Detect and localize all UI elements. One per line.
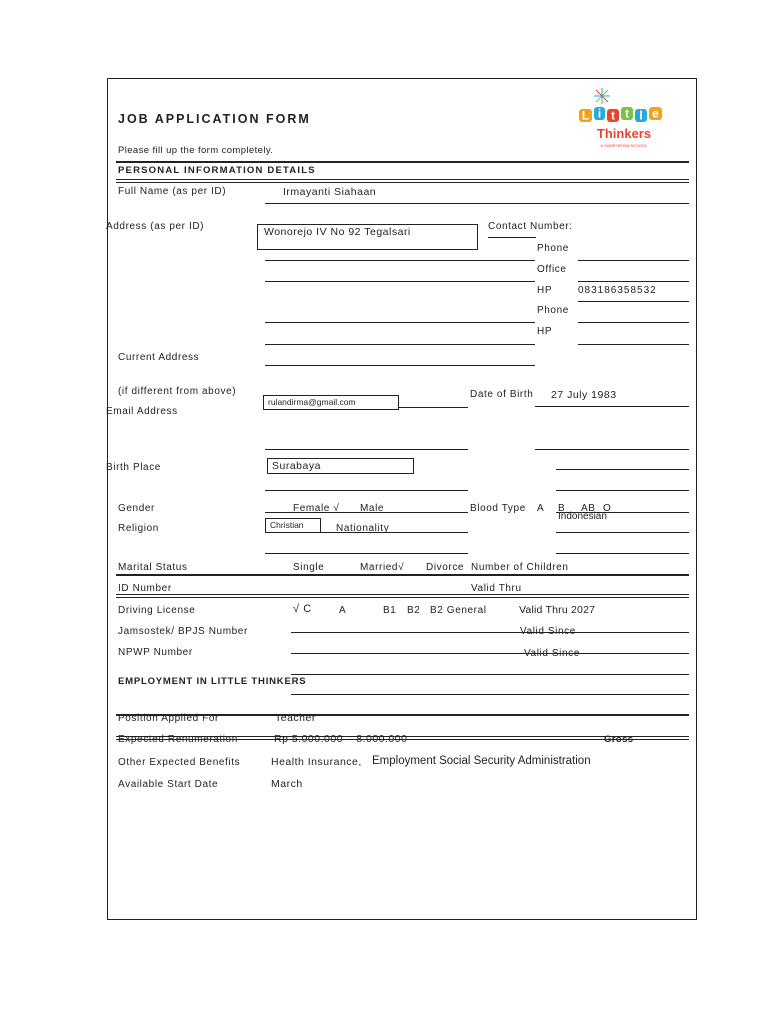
divider xyxy=(116,182,689,183)
marital-divorce-option[interactable]: Divorce xyxy=(426,562,465,573)
svg-text:L: L xyxy=(581,108,590,123)
license-b1-option[interactable]: B1 xyxy=(383,605,397,616)
blood-ab-option[interactable]: AB xyxy=(581,503,596,514)
gross-label: Gross xyxy=(604,734,634,745)
position-label: Position Applied For xyxy=(118,713,219,724)
divider xyxy=(291,674,689,675)
full-name-label: Full Name (as per ID) xyxy=(118,186,227,197)
divider xyxy=(488,237,536,238)
divider xyxy=(291,694,689,695)
dob-value[interactable]: 27 July 1983 xyxy=(551,389,617,401)
phone-line[interactable] xyxy=(578,260,689,261)
remuneration-label: Expected Renumeration xyxy=(118,734,238,745)
id-number-label: ID Number xyxy=(118,583,172,594)
blood-type-label: Blood Type xyxy=(470,503,526,514)
valid-thru-label: Valid Thru xyxy=(471,583,522,594)
license-c-option[interactable]: √ C xyxy=(293,603,312,615)
office-label: Office xyxy=(537,264,567,275)
email-value: rulandirma@gmail.com xyxy=(268,397,356,407)
dob-line xyxy=(535,406,689,407)
current-address-label: Current Address xyxy=(118,352,200,363)
svg-text:t: t xyxy=(625,106,629,121)
hp-label: HP xyxy=(537,285,553,296)
valid-since-label-2: Valid Since xyxy=(524,648,580,659)
npwp-line[interactable] xyxy=(291,653,689,654)
email-label: Email Address xyxy=(106,406,178,417)
driving-license-label: Driving License xyxy=(118,605,196,616)
phone2-label: Phone xyxy=(537,305,569,316)
hp2-label: HP xyxy=(537,326,553,337)
birth-place-line xyxy=(265,490,468,491)
start-date-value[interactable]: March xyxy=(271,778,303,790)
remuneration-value[interactable]: Rp 5.000.000 – 8.000.000 xyxy=(274,733,408,745)
license-a-option[interactable]: A xyxy=(339,605,347,616)
little-thinkers-logo xyxy=(576,86,678,152)
divider xyxy=(116,736,689,737)
current-address-line[interactable] xyxy=(265,365,535,366)
blood-a-option[interactable]: A xyxy=(537,503,545,514)
religion-label: Religion xyxy=(118,523,159,534)
license-b2-general-option[interactable]: B2 General xyxy=(430,605,487,616)
blood-b-option[interactable]: B xyxy=(558,503,566,514)
marital-married-option[interactable]: Married√ xyxy=(360,562,405,573)
full-name-line xyxy=(265,203,689,204)
divider xyxy=(116,161,689,163)
divider xyxy=(556,469,689,470)
start-date-label: Available Start Date xyxy=(118,779,219,790)
valid-since-label-1: Valid Since xyxy=(520,626,576,637)
benefits-value-1[interactable]: Health Insurance, xyxy=(271,756,362,768)
divider xyxy=(116,597,689,598)
divider xyxy=(556,532,689,533)
license-valid-thru[interactable]: Valid Thru 2027 xyxy=(519,604,596,616)
office-line[interactable] xyxy=(578,281,689,282)
nationality-value[interactable]: Indonesian xyxy=(558,511,607,522)
gender-label: Gender xyxy=(118,503,155,514)
svg-text:i: i xyxy=(597,106,602,121)
birth-place-label: Birth Place xyxy=(106,462,161,473)
marital-single-option[interactable]: Single xyxy=(293,562,325,573)
employment-heading: EMPLOYMENT IN LITTLE THINKERS xyxy=(118,676,307,687)
full-name-value[interactable]: Irmayanti Siahaan xyxy=(283,186,377,198)
blood-o-option[interactable]: O xyxy=(603,503,612,514)
email-line-2 xyxy=(265,449,468,450)
divider xyxy=(265,553,468,554)
form-page xyxy=(107,78,697,920)
address-label: Address (as per ID) xyxy=(106,221,205,232)
address-value: Wonorejo IV No 92 Tegalsari xyxy=(264,226,411,238)
hp-value[interactable]: 083186358532 xyxy=(578,285,657,296)
address-line-2 xyxy=(265,260,535,261)
phone-label: Phone xyxy=(537,243,569,254)
gender-male-option[interactable]: Male xyxy=(360,503,385,514)
phone2-line[interactable] xyxy=(578,322,689,323)
svg-text:l: l xyxy=(639,108,643,123)
jamsostek-label: Jamsostek/ BPJS Number xyxy=(118,626,248,637)
personal-heading: PERSONAL INFORMATION DETAILS xyxy=(118,165,316,176)
license-b2-option[interactable]: B2 xyxy=(407,605,421,616)
hp2-line[interactable] xyxy=(578,344,689,345)
svg-text:e: e xyxy=(652,106,659,121)
benefits-label: Other Expected Benefits xyxy=(118,757,241,768)
address-line-5 xyxy=(265,344,535,345)
divider xyxy=(116,739,689,740)
npwp-label: NPWP Number xyxy=(118,647,193,658)
hp-line xyxy=(578,301,689,302)
divider xyxy=(265,512,468,513)
logo-wordmark: Thinkers xyxy=(596,126,652,141)
religion-value: Christian xyxy=(270,520,304,530)
address-line-3 xyxy=(265,281,535,282)
jamsostek-line[interactable] xyxy=(291,632,689,633)
birth-place-value: Surabaya xyxy=(272,460,321,472)
divider xyxy=(116,179,689,180)
divider xyxy=(116,594,689,595)
email-line xyxy=(399,407,468,408)
divider xyxy=(116,574,689,576)
gender-female-option[interactable]: Female √ xyxy=(293,503,340,514)
divider xyxy=(321,532,468,533)
marital-label: Marital Status xyxy=(118,562,188,573)
divider xyxy=(556,490,689,491)
contact-label: Contact Number: xyxy=(488,221,573,232)
instruction-text: Please fill up the form completely. xyxy=(118,145,274,156)
address-line-4 xyxy=(265,322,535,323)
divider xyxy=(556,553,689,554)
logo-tagline: A SAMPOERNA SCHOOL xyxy=(600,143,648,148)
children-label: Number of Children xyxy=(471,562,569,573)
form-title: JOB APPLICATION FORM xyxy=(118,112,311,126)
svg-text:t: t xyxy=(611,108,615,123)
nationality-label: Nationality xyxy=(336,523,390,534)
different-label: (if different from above) xyxy=(118,386,237,397)
benefits-value-2[interactable]: Employment Social Security Administration xyxy=(372,755,591,767)
dob-line-2 xyxy=(535,449,689,450)
sparkle-icon xyxy=(594,88,610,104)
dob-label: Date of Birth xyxy=(470,389,534,400)
position-value[interactable]: Teacher xyxy=(275,712,316,724)
